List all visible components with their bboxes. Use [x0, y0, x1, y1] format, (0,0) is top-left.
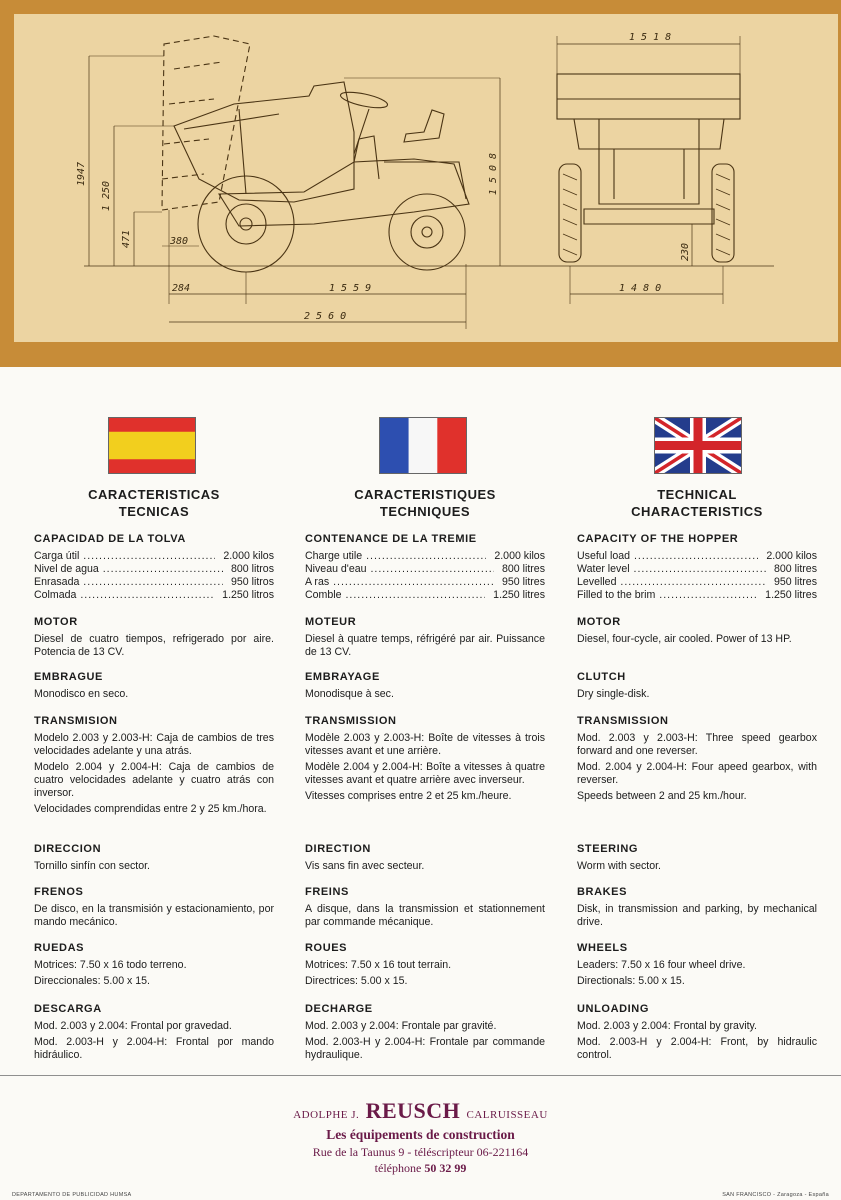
phone-label: téléphone: [374, 1161, 422, 1175]
publisher-credit: DEPARTAMENTO DE PUBLICIDAD HUMSA: [12, 1192, 132, 1198]
column-title-line: CHARACTERISTICS: [631, 504, 763, 519]
capacity-name: Niveau d'eau .....: [305, 563, 494, 576]
motor-section: [577, 615, 817, 646]
transmission-section: [305, 714, 545, 803]
steering-text: Vis sans fin avec secteur.: [305, 860, 425, 872]
dim-380: 380: [170, 236, 189, 247]
capacity-name: Charge utile .....: [305, 550, 486, 563]
column-title: [34, 486, 274, 520]
capacity-section: [305, 532, 545, 602]
transmission-heading: TRANSMISSION: [577, 715, 669, 727]
motor-section: [34, 615, 274, 659]
spain-flag: [109, 418, 195, 473]
capacity-name: Colmada .....: [34, 589, 214, 602]
capacity-value: 2.000 kilos: [766, 550, 817, 562]
steering-heading: DIRECTION: [305, 843, 371, 855]
capacity-row: [305, 576, 545, 589]
capacity-row: [577, 550, 817, 563]
wheels-section: [305, 941, 545, 988]
clutch-text: Monodisque à sec.: [305, 688, 394, 700]
company-name-prefix: ADOLPHE J.: [293, 1109, 360, 1121]
column-title-line: CARACTERISTIQUES: [354, 487, 496, 502]
brakes-text: Disk, in transmission and parking, by mechanical drive.: [577, 903, 817, 928]
motor-text: Diesel de cuatro tiempos, refrigerado por aire. Potencia de 13 CV.: [34, 633, 274, 658]
motor-text: Diesel, four-cycle, air cooled. Power of 13 HP.: [577, 633, 792, 645]
steering-heading: DIRECCION: [34, 843, 102, 855]
capacity-value: 950 litres: [774, 576, 817, 588]
brakes-heading: BRAKES: [577, 886, 628, 898]
capacity-name: A ras .....: [305, 576, 494, 589]
capacity-row: [305, 563, 545, 576]
capacity-row: [577, 576, 817, 589]
company-name-suffix: CALRUISSEAU: [466, 1109, 548, 1121]
steering-text: Worm with sector.: [577, 860, 661, 872]
capacity-name: Filled to the brim .....: [577, 589, 757, 602]
dim-1559: 1 5 5 9: [329, 283, 372, 294]
capacity-heading: CAPACIDAD DE LA TOLVA: [34, 533, 186, 545]
capacity-value: 1.250 litros: [222, 589, 274, 601]
transmission-section: [577, 714, 817, 803]
brakes-section: [577, 885, 817, 929]
wheels-text: Motrices: 7.50 x 16 tout terrain.: [305, 959, 452, 971]
uk-flag: [655, 418, 741, 473]
capacity-row: [34, 550, 274, 563]
capacity-heading: CONTENANCE DE LA TREMIE: [305, 533, 477, 545]
unloading-heading: UNLOADING: [577, 1003, 650, 1015]
unloading-text: Mod. 2.003-H y 2.004-H: Frontale par commande hydraulique.: [305, 1036, 545, 1061]
wheels-heading: ROUES: [305, 942, 348, 954]
capacity-value: 2.000 kilos: [494, 550, 545, 562]
capacity-row: [305, 589, 545, 602]
motor-heading: MOTOR: [34, 616, 78, 628]
transmission-text: Modelo 2.004 y 2.004-H: Caja de cambios de cuatro velocidades adelante y cuatro atrás con inversor.: [34, 761, 274, 799]
unloading-heading: DECHARGE: [305, 1003, 373, 1015]
steering-section: [577, 842, 817, 873]
column-title: [577, 486, 817, 520]
steering-heading: STEERING: [577, 843, 639, 855]
transmission-heading: TRANSMISION: [34, 715, 118, 727]
unloading-section: [34, 1002, 274, 1062]
brakes-text: A disque, dans la transmission et stationnement par commande mécanique.: [305, 903, 545, 928]
capacity-value: 800 litros: [231, 563, 274, 575]
dim-2560: 2 5 6 0: [304, 311, 347, 322]
front-view-left-wheel: [559, 164, 581, 262]
transmission-section: [34, 714, 274, 816]
column-title: [305, 486, 545, 520]
clutch-section: [305, 670, 545, 701]
column-title-line: TECHNIQUES: [379, 504, 471, 519]
capacity-value: 950 litros: [231, 576, 274, 588]
unloading-section: [577, 1002, 817, 1062]
steering-wheel: [339, 89, 388, 111]
transmission-text: Modèle 2.003 y 2.003-H: Boîte de vitesses à trois vitesses avant et une arrière.: [305, 732, 545, 757]
transmission-text: Speeds between 2 and 25 km./hour.: [577, 790, 747, 802]
dim-1518: 1 5 1 8: [629, 32, 672, 43]
capacity-name: Water level .....: [577, 563, 766, 576]
capacity-value: 2.000 kilos: [223, 550, 274, 562]
capacity-row: [34, 589, 274, 602]
motor-section: [305, 615, 545, 659]
dumper-drawing: [14, 14, 838, 342]
dim-1250: 1 250: [101, 180, 112, 212]
capacity-section: [577, 532, 817, 602]
wheels-text: Directrices: 5.00 x 15.: [305, 975, 408, 987]
capacity-name: Enrasada .....: [34, 576, 223, 589]
chassis-outline: [219, 159, 469, 226]
dim-284: 284: [172, 283, 191, 294]
capacity-value: 950 litres: [502, 576, 545, 588]
company-name-line: [0, 1098, 841, 1124]
transmission-heading: TRANSMISSION: [305, 715, 397, 727]
brakes-heading: FRENOS: [34, 886, 84, 898]
company-block: [0, 1098, 841, 1176]
dim-1480: 1 4 8 0: [619, 283, 662, 294]
capacity-value: 1.250 litres: [765, 589, 817, 601]
capacity-name: Useful load .....: [577, 550, 758, 563]
capacity-value: 1.250 litres: [493, 589, 545, 601]
brakes-heading: FREINS: [305, 886, 349, 898]
dim-230: 230: [680, 242, 691, 262]
unloading-section: [305, 1002, 545, 1062]
capacity-row: [34, 576, 274, 589]
wheels-heading: RUEDAS: [34, 942, 85, 954]
wheels-section: [34, 941, 274, 988]
english-column: [577, 486, 817, 1061]
dim-1508: 1 5 0 8: [488, 152, 499, 196]
capacity-row: [577, 563, 817, 576]
spanish-column: [34, 486, 274, 1061]
motor-heading: MOTOR: [577, 616, 621, 628]
printer-credit: SAN FRANCISCO - Zaragoza - España: [722, 1192, 829, 1198]
steering-text: Tornillo sinfín con sector.: [34, 860, 150, 872]
clutch-text: Dry single-disk.: [577, 688, 650, 700]
transmission-text: Vitesses comprises entre 2 et 25 km./heure.: [305, 790, 512, 802]
transmission-text: Modèle 2.004 y 2.004-H: Boîte a vitesses à quatre vitesses avant et quatre arrière avec inverseur.: [305, 761, 545, 786]
capacity-row: [305, 550, 545, 563]
wheels-text: Motrices: 7.50 x 16 todo terreno.: [34, 959, 187, 971]
wheels-section: [577, 941, 817, 988]
steering-section: [305, 842, 545, 873]
transmission-text: Mod. 2.003 y 2.003-H: Three speed gearbox forward and one reverser.: [577, 732, 817, 757]
brakes-section: [305, 885, 545, 929]
column-title-line: TECNICAS: [118, 504, 190, 519]
capacity-name: Carga útil .....: [34, 550, 215, 563]
unloading-heading: DESCARGA: [34, 1003, 102, 1015]
clutch-heading: EMBRAYAGE: [305, 671, 380, 683]
seat-outline: [404, 110, 444, 142]
company-address: Rue de la Taunus 9 - téléscripteur 06-221164: [312, 1145, 529, 1159]
technical-drawing: [14, 14, 838, 342]
front-view-hopper: [557, 74, 740, 119]
drawing-panel: [0, 0, 841, 367]
raised-hopper-outline: [162, 36, 250, 210]
steering-section: [34, 842, 274, 873]
unloading-text: Mod. 2.003-H y 2.004-H: Front, by hidraulic control.: [577, 1036, 817, 1061]
wheels-heading: WHEELS: [577, 942, 628, 954]
clutch-section: [34, 670, 274, 701]
france-flag: [380, 418, 466, 473]
transmission-text: Velocidades comprendidas entre 2 y 25 km./hora.: [34, 803, 267, 815]
column-title-line: TECHNICAL: [657, 487, 737, 502]
capacity-name: Levelled .....: [577, 576, 766, 589]
unloading-text: Mod. 2.003-H y 2.004-H: Frontal por mando hidráulico.: [34, 1036, 274, 1061]
capacity-row: [577, 589, 817, 602]
dim-1947: 1947: [76, 161, 87, 187]
dim-471: 471: [121, 229, 132, 249]
footer-divider: [0, 1075, 841, 1076]
phone-number: 50 32 99: [424, 1161, 467, 1175]
capacity-section: [34, 532, 274, 602]
brakes-text: De disco, en la transmisión y estacionamiento, por mando mecánico.: [34, 903, 274, 928]
capacity-heading: CAPACITY OF THE HOPPER: [577, 533, 739, 545]
wheels-text: Directionals: 5.00 x 15.: [577, 975, 685, 987]
clutch-section: [577, 670, 817, 701]
clutch-heading: CLUTCH: [577, 671, 626, 683]
column-title-line: CARACTERISTICAS: [88, 487, 220, 502]
capacity-name: Nivel de agua .....: [34, 563, 223, 576]
capacity-value: 800 litres: [502, 563, 545, 575]
wheels-text: Leaders: 7.50 x 16 four wheel drive.: [577, 959, 746, 971]
unloading-text: Mod. 2.003 y 2.004: Frontal by gravity.: [577, 1020, 757, 1032]
unloading-text: Mod. 2.003 y 2.004: Frontal por gravedad.: [34, 1020, 232, 1032]
transmission-text: Mod. 2.004 y 2.004-H: Four apeed gearbox, with reverser.: [577, 761, 817, 786]
front-view-right-wheel: [712, 164, 734, 262]
capacity-name: Comble .....: [305, 589, 485, 602]
french-column: [305, 486, 545, 1061]
clutch-text: Monodisco en seco.: [34, 688, 129, 700]
transmission-text: Modelo 2.003 y 2.003-H: Caja de cambios de tres velocidades adelante y una atrás.: [34, 732, 274, 757]
capacity-value: 800 litres: [774, 563, 817, 575]
wheels-text: Direccionales: 5.00 x 15.: [34, 975, 151, 987]
company-tagline: Les équipements de construction: [326, 1127, 515, 1142]
unloading-text: Mod. 2.003 y 2.004: Frontale par gravité.: [305, 1020, 497, 1032]
front-view-frame: [574, 119, 724, 149]
motor-heading: MOTEUR: [305, 616, 357, 628]
rear-wheel: [389, 194, 465, 270]
company-name: REUSCH: [365, 1098, 461, 1123]
brakes-section: [34, 885, 274, 929]
motor-text: Diesel à quatre temps, réfrigéré par air. Puissance de 13 CV.: [305, 633, 545, 658]
company-phone: [0, 1161, 841, 1176]
capacity-row: [34, 563, 274, 576]
clutch-heading: EMBRAGUE: [34, 671, 103, 683]
